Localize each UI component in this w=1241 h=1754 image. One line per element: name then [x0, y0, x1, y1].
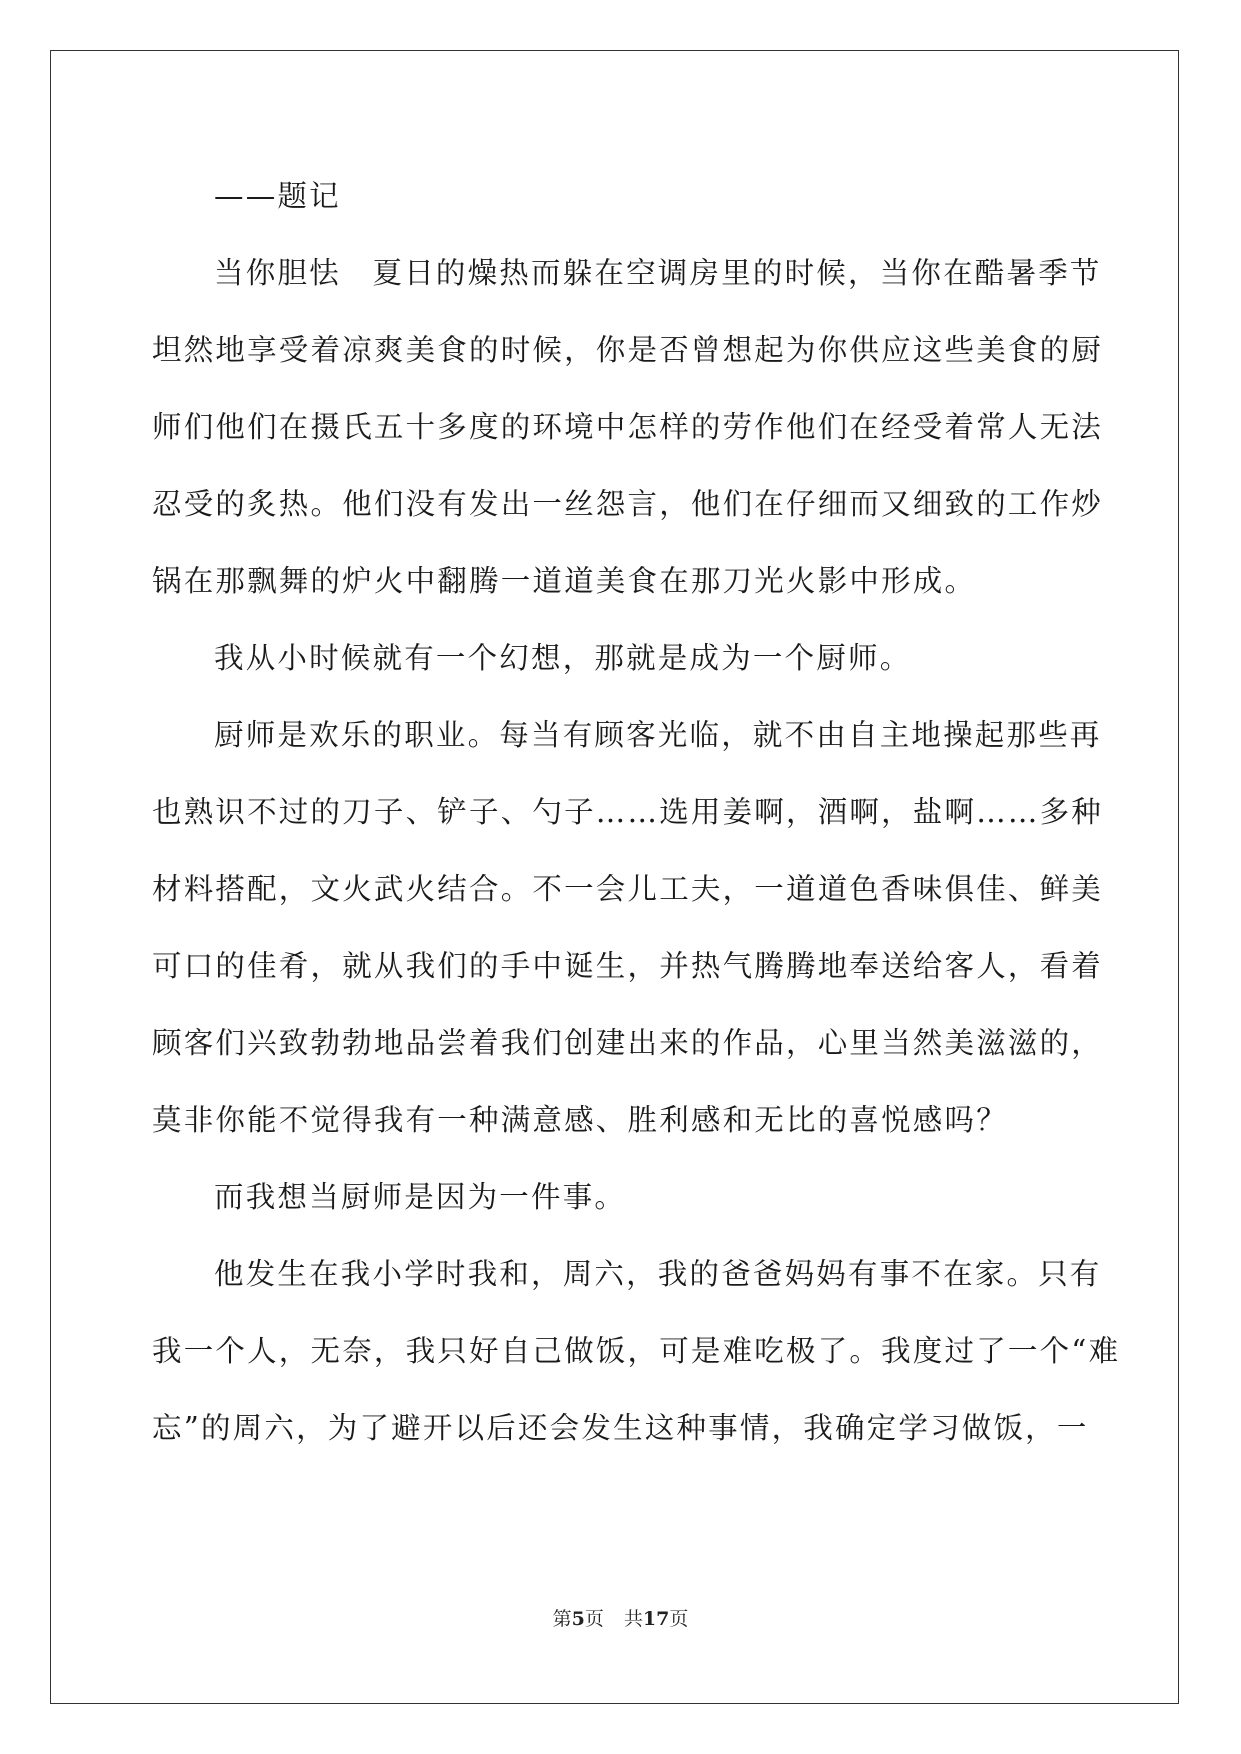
page-suffix: 页: [584, 1608, 604, 1630]
page-number: 5: [571, 1608, 585, 1630]
page-footer: [0, 1607, 1241, 1631]
text-line: 顾客们兴致勃勃地品尝着我们创建出来的作品，心里当然美滋滋的，: [152, 1026, 1104, 1060]
text-line: 锅在那飘舞的炉火中翻腾一道道美食在那刀光火影中形成。: [152, 564, 977, 598]
total-pages: 17: [642, 1608, 670, 1630]
page-prefix: 第: [552, 1608, 572, 1630]
total-prefix: 共: [623, 1608, 643, 1630]
text-line: 当你胆怯 夏日的燥热而躲在空调房里的时候，当你在酷暑季节: [214, 256, 1102, 290]
text-line: 材料搭配，文火武火结合。不一会儿工夫，一道道色香味俱佳、鲜美: [152, 872, 1104, 906]
text-line: 忍受的炙热。他们没有发出一丝怨言，他们在仔细而又细致的工作炒: [152, 487, 1104, 521]
text-line: 我从小时候就有一个幻想，那就是成为一个厨师。: [214, 641, 912, 675]
epigraph-line: ——题记: [214, 179, 341, 213]
text-line: 可口的佳肴，就从我们的手中诞生，并热气腾腾地奉送给客人，看着: [152, 949, 1104, 983]
text-line: 师们他们在摄氏五十多度的环境中怎样的劳作他们在经受着常人无法: [152, 410, 1104, 444]
text-line: 厨师是欢乐的职业。每当有顾客光临，就不由自主地操起那些再: [214, 718, 1102, 752]
text-line: 莫非你能不觉得我有一种满意感、胜利感和无比的喜悦感吗？: [152, 1103, 1008, 1137]
text-line: 我一个人，无奈，我只好自己做饭，可是难吃极了。我度过了一个“难: [152, 1334, 1121, 1368]
text-line: 而我想当厨师是因为一件事。: [214, 1180, 627, 1214]
total-suffix: 页: [669, 1608, 689, 1630]
text-line: 坦然地享受着凉爽美食的时候，你是否曾想起为你供应这些美食的厨: [152, 333, 1104, 367]
text-line: 他发生在我小学时我和，周六，我的爸爸妈妈有事不在家。只有: [214, 1257, 1102, 1291]
text-line: 也熟识不过的刀子、铲子、勺子……选用姜啊，酒啊，盐啊……多种: [152, 795, 1104, 829]
text-line: 忘”的周六，为了避开以后还会发生这种事情，我确定学习做饭，一: [152, 1411, 1089, 1445]
document-body: [152, 158, 1121, 1467]
